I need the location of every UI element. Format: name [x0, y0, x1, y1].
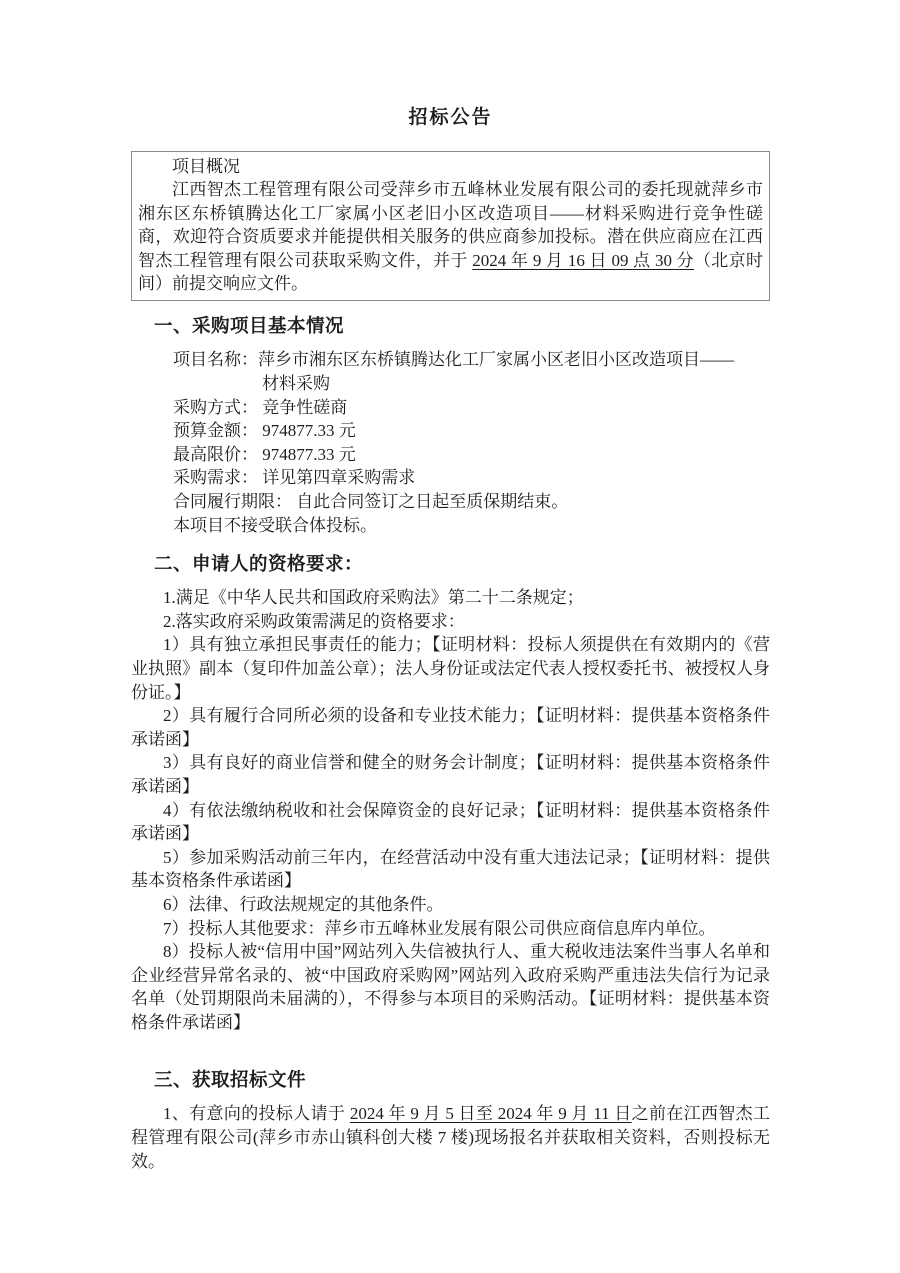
- qualification-item-2-5: 5）参加采购活动前三年内，在经营活动中没有重大违法记录；【证明材料：提供基本资格条件承诺函】: [131, 847, 770, 891]
- procurement-requirement-row: 采购需求： 详见第四章采购需求: [173, 468, 416, 488]
- overview-heading: 项目概况: [172, 157, 240, 176]
- qualification-item-2: 2.落实政府采购政策需满足的资格要求：: [163, 611, 465, 631]
- no-consortium-row: 本项目不接受联合体投标。: [173, 515, 377, 535]
- qualification-item-2-8: 8）投标人被“信用中国”网站列入失信被执行人、重大税收违法案件当事人名单和企业经营异常名录的、被“中国政府采购网”网站列入政府采购严重违法失信行为记录名单（处罚期限尚未届满的），不得参与本项目的采购活动。【证明材料：提供基本资格条件承诺函】: [131, 942, 770, 1032]
- qualification-item-2-4: 4）有依法缴纳税收和社会保障资金的良好记录；【证明材料：提供基本资格条件承诺函】: [131, 800, 770, 844]
- qualification-item-1: 1.满足《中华人民共和国政府采购法》第二十二条规定；: [163, 588, 584, 608]
- project-overview-box: [131, 151, 770, 301]
- overview-text-post: （北京时间）前提交响应文件。: [138, 250, 764, 294]
- qualification-item-2-2: 2）具有履行合同所必须的设备和专业技术能力；【证明材料：提供基本资格条件承诺函】: [131, 706, 770, 749]
- section-heading-basic-info: 一、采购项目基本情况: [154, 315, 345, 337]
- procurement-method-row: 采购方式： 竞争性磋商: [173, 397, 348, 417]
- section-heading-qualifications: 二、申请人的资格要求：: [154, 553, 364, 575]
- obtain-text-pre: 1、有意向的投标人请于: [163, 1104, 350, 1124]
- overview-text-pre: 江西智杰工程管理有限公司受萍乡市五峰林业发展有限公司的委托现就萍乡市湘东区东桥镇腾达化工厂家属小区老旧小区改造项目——材料采购进行竞争性磋商，欢迎符合资质要求并能提供相关服务的供应商参加投标。潜在供应商应在江西智杰工程管理有限公司获取采购文件，并于: [138, 180, 763, 270]
- qualification-item-2-6: 6）法律、行政法规规定的其他条件。: [163, 894, 444, 914]
- contract-period-row: 合同履行期限： 自此合同签订之日起至质保期结束。: [173, 492, 569, 511]
- qualification-item-2-7: 7）投标人其他要求：萍乡市五峰林业发展有限公司供应商信息库内单位。: [163, 918, 716, 938]
- obtain-documents-paragraph: [131, 1102, 770, 1173]
- qualification-item-2-3: 3）具有良好的商业信誉和健全的财务会计制度；【证明材料：提供基本资格条件承诺函】: [131, 753, 770, 796]
- page-title: 招标公告: [408, 107, 493, 128]
- submission-deadline-underline: 2024 年 9 月 16 日 09 点 30 分: [472, 250, 694, 270]
- project-name-line1: 项目名称：萍乡市湘东区东桥镇腾达化工厂家属小区老旧小区改造项目——: [173, 350, 734, 370]
- qualification-item-2-1: 1）具有独立承担民事责任的能力；【证明材料：投标人须提供在有效期内的《营业执照》副本（复印件加盖公章）；法人身份证或法定代表人授权委托书、被授权人身份证。】: [131, 635, 770, 702]
- obtain-text-post: 之前在江西智杰工程管理有限公司(萍乡市赤山镇科创大楼 7 楼)现场报名并获取相关资料，否则投标无效。: [131, 1104, 771, 1171]
- overview-paragraph: [138, 178, 763, 295]
- signup-dates-underline: 2024 年 9 月 5 日至 2024 年 9 月 11 日: [349, 1104, 632, 1124]
- budget-amount-row: 预算金额： 974877.33 元: [173, 421, 356, 441]
- project-name-line2: 材料采购: [262, 374, 330, 394]
- price-cap-row: 最高限价： 974877.33 元: [173, 444, 356, 464]
- document-content: [131, 0, 770, 1173]
- section-heading-obtain-documents: 三、获取招标文件: [154, 1069, 307, 1091]
